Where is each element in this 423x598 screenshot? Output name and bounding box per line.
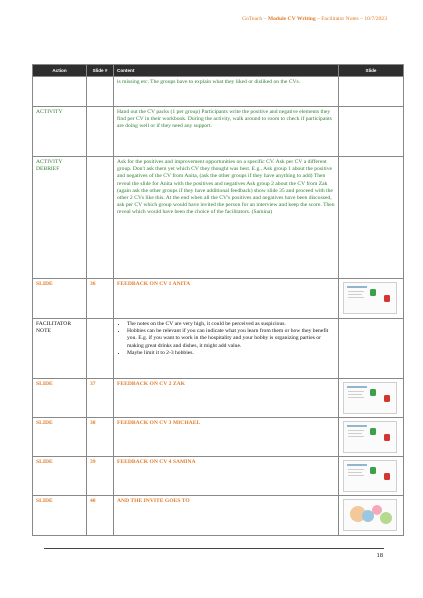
facilitator-note-list — [117, 321, 335, 357]
slide-cell — [339, 496, 404, 536]
footer-divider — [44, 548, 384, 549]
slide-cell — [339, 418, 404, 457]
slide-number-cell: 38 — [87, 418, 114, 457]
content-cell: FEEDBACK ON CV 3 MICHAEL — [114, 418, 339, 457]
action-cell: SLIDE — [33, 418, 87, 457]
action-cell — [33, 77, 87, 107]
thumbs-up-icon — [370, 467, 376, 474]
action-cell: SLIDE — [33, 496, 87, 536]
thumbs-down-icon — [384, 473, 390, 480]
content-cell: FEEDBACK ON CV 1 ANITA — [114, 279, 339, 319]
slide-thumbnail — [343, 282, 397, 314]
slide-cell — [339, 319, 404, 379]
slide-cell — [339, 457, 404, 496]
thumbs-down-icon — [384, 395, 390, 402]
slide-number-cell — [87, 107, 114, 157]
action-cell: ACTIVITY DEBRIEF — [33, 157, 87, 279]
content-cell: is missing etc. The groups have to explain what they liked or disliked on the CVs. — [114, 77, 339, 107]
thumbs-up-icon — [370, 428, 376, 435]
slide-thumbnail — [343, 460, 397, 492]
slide-number-cell: 36 — [87, 279, 114, 319]
page-number: 18 — [376, 552, 383, 559]
content-cell — [114, 319, 339, 379]
table-row — [33, 496, 404, 536]
thumbs-down-icon — [384, 295, 390, 302]
slide-number-cell — [87, 319, 114, 379]
thumbs-up-icon — [370, 289, 376, 296]
column-header-slide: Slide — [339, 65, 404, 77]
content-cell: FEEDBACK ON CV 4 SAMINA — [114, 457, 339, 496]
content-cell: Ask for the positives and improvement opportunities on a specific CV. Ask per CV a different group. Don't ask them yet which CV they thought was best. E.g., Ask group 1 about the positive and negatives of the CV from Anita, (ask the other groups if they have anything to add) Then reveal the slide for Anita with the positives and negatives Ask group 2 about the CV from Zak (again ask the other groups if they have additional feedback) show slide 35 and proceed with the other 2 CVs like this. At the end when all the CV's positives and negatives have been discussed, ask per CV which group would have invited the person for an interview and keep the score. Then reveal which would have been the choice of the facilitators. (Samina) — [114, 157, 339, 279]
header-suffix: – Facilitator Notes – 10/7/2023 — [315, 16, 387, 22]
action-cell: SLIDE — [33, 457, 87, 496]
content-cell: FEEDBACK ON CV 2 ZAK — [114, 379, 339, 418]
thumbs-up-icon — [370, 389, 376, 396]
table-row — [33, 107, 404, 157]
slide-cell — [339, 107, 404, 157]
table-header-row — [33, 65, 404, 77]
header-module: Module CV Writing — [267, 16, 316, 22]
table-row — [33, 77, 404, 107]
page-header — [242, 16, 387, 22]
slide-number-cell — [87, 157, 114, 279]
slide-thumbnail — [343, 382, 397, 414]
slide-thumbnail — [343, 499, 397, 531]
content-cell: Hand out the CV packs (1 per group) Participants write the positive and negative elements they find per CV in their workbook. During the activity, walk around to room to check if participants are doing well or if they need any support. — [114, 107, 339, 157]
slide-cell — [339, 279, 404, 319]
slide-cell — [339, 77, 404, 107]
action-cell: ACTIVITY — [33, 107, 87, 157]
action-cell: SLIDE — [33, 379, 87, 418]
column-header-content: Content — [114, 65, 339, 77]
column-header-action: Action — [33, 65, 87, 77]
header-prefix: GoTeach – — [242, 16, 268, 22]
table-row — [33, 157, 404, 279]
table-row — [33, 279, 404, 319]
slide-number-cell: 39 — [87, 457, 114, 496]
slide-thumbnail — [343, 421, 397, 453]
action-cell: SLIDE — [33, 279, 87, 319]
list-item: • The notes on the CV are very high, it could be perceived as suspicious. — [127, 321, 335, 328]
slide-cell — [339, 379, 404, 418]
slide-cell — [339, 157, 404, 279]
table-row — [33, 457, 404, 496]
table-row — [33, 379, 404, 418]
facilitator-notes-table — [32, 64, 404, 536]
slide-number-cell — [87, 77, 114, 107]
slide-number-cell: 37 — [87, 379, 114, 418]
slide-number-cell: 40 — [87, 496, 114, 536]
content-cell: AND THE INVITE GOES TO — [114, 496, 339, 536]
list-item: • Maybe limit it to 2-3 hobbies. — [127, 350, 335, 357]
action-cell: FACILITATOR NOTE — [33, 319, 87, 379]
list-item: • Hobbies can be relevant if you can indicate what you learn from them or how they benefit you. E.g. if you want to work in the hospitality and your hobby is organizing parties or making great drinks and dishes, it might add value. — [127, 328, 335, 350]
column-header-slide-number: Slide # — [87, 65, 114, 77]
table-row — [33, 319, 404, 379]
thumbs-down-icon — [384, 434, 390, 441]
table-row — [33, 418, 404, 457]
